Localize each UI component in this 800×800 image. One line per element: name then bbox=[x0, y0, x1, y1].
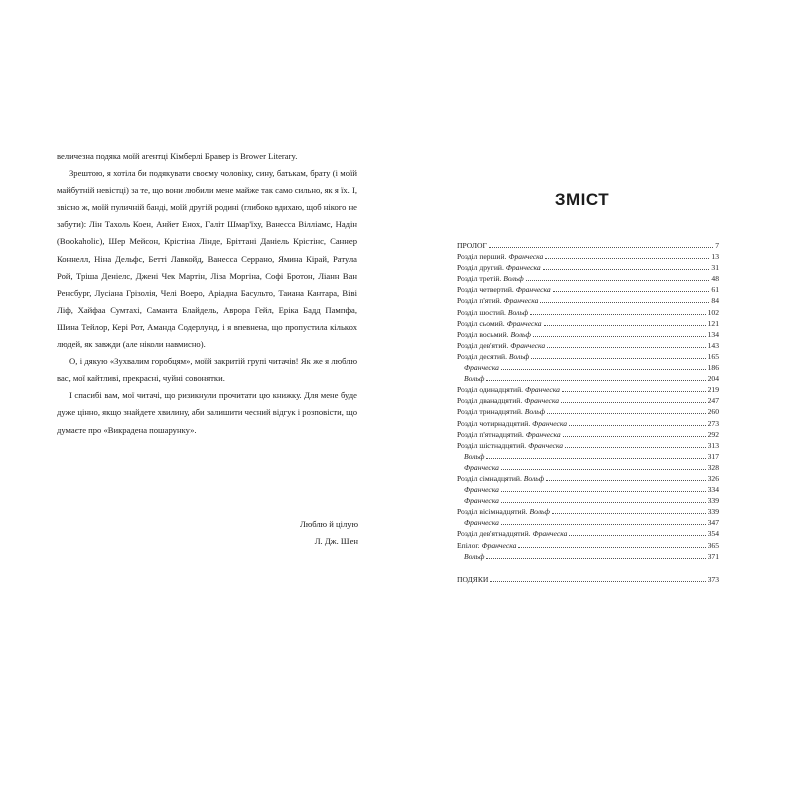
toc-entry-label bbox=[457, 528, 567, 539]
toc-leader-dots bbox=[540, 295, 709, 303]
toc-entry-narrator: Франческа bbox=[503, 296, 539, 306]
toc-entry bbox=[457, 351, 719, 362]
toc-entry-prefix: Розділ шостий. bbox=[457, 307, 506, 317]
toc-entry bbox=[457, 429, 719, 440]
toc-page-number: 102 bbox=[707, 307, 719, 317]
toc-entry bbox=[457, 517, 719, 528]
toc-entry-prefix: Розділ третій. bbox=[457, 274, 502, 284]
ack-paragraph: О, і дякую «Зухвалим горобцям», моїй закритій групі читачів! Як же я люблю вас, мої кайтливі, прекрасні, чуйні совонятки. bbox=[57, 356, 357, 384]
toc-entry bbox=[457, 506, 719, 517]
toc-entry-label bbox=[457, 540, 516, 551]
toc-entry-label bbox=[457, 429, 561, 440]
toc-entry bbox=[457, 484, 719, 495]
toc-leader-dots bbox=[501, 362, 706, 370]
toc-entry-prefix: Розділ другий. bbox=[457, 263, 504, 273]
toc-entry bbox=[457, 251, 719, 262]
toc-entry-narrator: Франческа bbox=[510, 340, 546, 350]
toc-entry-prefix: Епілог. bbox=[457, 540, 480, 550]
toc-page-number: 134 bbox=[707, 329, 719, 339]
toc-leader-dots bbox=[526, 273, 710, 281]
toc-page-number: 313 bbox=[707, 440, 719, 450]
toc-leader-dots bbox=[563, 429, 706, 437]
toc-page-number: 61 bbox=[711, 285, 719, 295]
toc-entry-label bbox=[464, 362, 499, 373]
toc-entry-narrator: Франческа bbox=[464, 518, 499, 528]
toc-entry-prefix: Розділ одинадцятий. bbox=[457, 385, 524, 395]
table-of-contents bbox=[457, 240, 719, 585]
toc-entry-label bbox=[457, 406, 545, 417]
toc-page-number: 347 bbox=[707, 518, 719, 528]
toc-leader-dots bbox=[544, 318, 706, 326]
toc-entry-label bbox=[457, 418, 567, 429]
toc-page-number: 354 bbox=[707, 529, 719, 539]
toc-page-number: 7 bbox=[715, 241, 719, 250]
toc-entry bbox=[457, 395, 719, 406]
toc-leader-dots bbox=[553, 284, 710, 292]
toc-leader-dots bbox=[486, 551, 705, 559]
toc-entry-narrator: Вольф bbox=[523, 473, 545, 483]
toc-entry-label bbox=[457, 395, 559, 406]
author-signature: Л. Дж. Шен bbox=[314, 536, 358, 547]
toc-leader-dots bbox=[569, 528, 705, 536]
toc-entry-narrator: Вольф bbox=[464, 551, 485, 561]
right-page bbox=[400, 0, 800, 800]
toc-leader-dots bbox=[490, 574, 705, 582]
toc-entry-narrator: Франческа bbox=[524, 396, 560, 406]
toc-entry-label bbox=[457, 273, 524, 284]
toc-entry-narrator: Вольф bbox=[529, 507, 550, 517]
toc-entry bbox=[457, 540, 719, 551]
toc-entry-prefix: Розділ перший. bbox=[457, 252, 507, 262]
toc-entry bbox=[457, 273, 719, 284]
toc-entry bbox=[457, 406, 719, 417]
toc-entry-prefix: Розділ четвертий. bbox=[457, 285, 514, 295]
toc-entry bbox=[457, 362, 719, 373]
toc-leader-dots bbox=[547, 406, 705, 414]
acknowledgements-text bbox=[57, 148, 357, 439]
toc-entry-label bbox=[457, 240, 487, 251]
toc-entry-prefix: Розділ вісімнадцятий. bbox=[457, 507, 528, 517]
toc-entry-label bbox=[457, 307, 528, 318]
toc-entry-narrator: Вольф bbox=[507, 307, 529, 317]
toc-page-number: 121 bbox=[707, 318, 719, 328]
toc-page-number: 143 bbox=[707, 340, 719, 350]
toc-entry-thanks bbox=[457, 574, 719, 585]
toc-entry-label bbox=[464, 451, 484, 462]
ack-paragraph: І спасибі вам, мої читачі, що ризикнули прочитати цю книжку. Для мене буде дуже цінно, якщо знайдете хвилину, аби залишити чесний відгук і розповісти, що думаєте про «Викрадена пошарунку». bbox=[57, 390, 357, 435]
toc-entry bbox=[457, 307, 719, 318]
toc-entry-prefix: Розділ дев'ятий. bbox=[457, 340, 509, 350]
toc-page-number: 339 bbox=[707, 496, 719, 506]
toc-entry-prefix: Розділ шістнадцятий. bbox=[457, 440, 527, 450]
toc-entry-label bbox=[464, 484, 499, 495]
toc-entry-prefix: Розділ тринадцятий. bbox=[457, 407, 523, 417]
toc-entry bbox=[457, 462, 719, 473]
toc-page-number: 31 bbox=[711, 263, 719, 273]
toc-leader-dots bbox=[547, 340, 705, 348]
toc-entry bbox=[457, 329, 719, 340]
toc-entry-narrator: Франческа bbox=[505, 263, 541, 273]
toc-entry-narrator: Франческа bbox=[506, 318, 542, 328]
toc-leader-dots bbox=[501, 495, 706, 503]
toc-entry-prefix: Розділ дев'ятнадцятий. bbox=[457, 529, 531, 539]
toc-leader-dots bbox=[533, 329, 706, 337]
toc-page-number: 373 bbox=[707, 574, 719, 584]
toc-leader-dots bbox=[489, 240, 713, 248]
toc-entry-label bbox=[457, 295, 538, 306]
toc-entry-prefix: ПРОЛОГ bbox=[457, 241, 487, 250]
toc-entry-label bbox=[457, 251, 543, 262]
toc-entry bbox=[457, 418, 719, 429]
toc-entry-label bbox=[457, 473, 544, 484]
toc-entry-narrator: Франческа bbox=[464, 363, 499, 373]
toc-entry bbox=[457, 384, 719, 395]
toc-page-number: 328 bbox=[707, 462, 719, 472]
toc-page-number: 260 bbox=[707, 407, 719, 417]
toc-entry-narrator: Франческа bbox=[464, 462, 499, 472]
toc-leader-dots bbox=[561, 395, 706, 403]
toc-entry bbox=[457, 262, 719, 273]
toc-page-number: 339 bbox=[707, 507, 719, 517]
toc-entry-prefix: Розділ восьмий. bbox=[457, 329, 509, 339]
toc-entry-narrator: Вольф bbox=[510, 329, 531, 339]
toc-leader-dots bbox=[530, 307, 705, 315]
toc-leader-dots bbox=[546, 473, 705, 481]
toc-leader-dots bbox=[545, 251, 709, 259]
toc-entry-prefix: Розділ сьомий. bbox=[457, 318, 505, 328]
toc-leader-dots bbox=[569, 418, 706, 426]
toc-leader-dots bbox=[501, 484, 706, 492]
toc-entry-prefix: Розділ сімнадцятий. bbox=[457, 473, 522, 483]
toc-entry bbox=[457, 451, 719, 462]
toc-page-number: 292 bbox=[707, 429, 719, 439]
toc-entry bbox=[457, 340, 719, 351]
toc-entry-narrator: Вольф bbox=[464, 451, 485, 461]
toc-entry bbox=[457, 240, 719, 251]
toc-entry-narrator: Вольф bbox=[464, 374, 485, 384]
toc-leader-dots bbox=[562, 384, 706, 392]
toc-entry-label bbox=[464, 373, 484, 384]
toc-entry bbox=[457, 473, 719, 484]
toc-entry bbox=[457, 495, 719, 506]
toc-entry-label bbox=[464, 517, 499, 528]
toc-title: ЗМІСТ bbox=[554, 190, 610, 209]
toc-page-number: 247 bbox=[707, 396, 719, 406]
ack-paragraph: величезна подяка моїй агентці Кімберлі Бравер із Brower Literary. bbox=[57, 151, 298, 161]
signoff-line: Люблю й цілую bbox=[299, 519, 358, 529]
toc-entry-prefix: Розділ чотирнадцятий. bbox=[457, 418, 531, 428]
toc-page-number: 48 bbox=[711, 274, 719, 284]
toc-leader-dots bbox=[501, 517, 706, 525]
toc-entry-narrator: Франческа bbox=[525, 429, 561, 439]
toc-page-number: 204 bbox=[707, 374, 719, 384]
toc-page-number: 334 bbox=[707, 485, 719, 495]
toc-entry-narrator: Франческа bbox=[481, 540, 517, 550]
toc-leader-dots bbox=[543, 262, 710, 270]
toc-entry-label bbox=[464, 551, 484, 562]
toc-page-number: 326 bbox=[707, 473, 719, 483]
toc-entry-label bbox=[457, 440, 563, 451]
toc-entry-prefix: Розділ п'ятий. bbox=[457, 296, 502, 306]
toc-entry-label bbox=[457, 340, 545, 351]
toc-entry bbox=[457, 373, 719, 384]
toc-leader-dots bbox=[565, 440, 706, 448]
toc-leader-dots bbox=[486, 451, 705, 459]
toc-entry bbox=[457, 295, 719, 306]
toc-entry-narrator: Франческа bbox=[532, 529, 568, 539]
toc-leader-dots bbox=[531, 351, 705, 359]
toc-entry-label bbox=[464, 462, 499, 473]
toc-entry bbox=[457, 284, 719, 295]
toc-entry-narrator: Франческа bbox=[464, 485, 499, 495]
toc-entry-narrator: Франческа bbox=[464, 496, 499, 506]
toc-leader-dots bbox=[552, 506, 706, 514]
toc-entry bbox=[457, 551, 719, 562]
toc-entry bbox=[457, 440, 719, 451]
ack-paragraph: Зрештою, я хотіла би подякувати своєму чоловіку, сину, батькам, брату (і моїй майбутній невістці) за те, що вони любили мене майже так само сильно, як я їх. І, звісно ж, моїй пуличній банді, моїй другій родині (глибоко вдихаю, щоб нікого не забути): Лін Тахоль Коен, Анйет Енох, Галіт Шмар'їху, Ванесса Вілліамс, Надін (Bookaholic), Шер Мейсон, Крістіна Лінде, Бріттані Даніель Крістінс, Саннер Коннелл, Ніна Дельфс, Бетті Лавкойд, Ванесса Серрано, Ямина Кірай, Ратула Рой, Тріша Деніелс, Джені Чек Мартін, Ліза Моргіна, Софі Бротон, Ліанн Ван Ренсбург, Лусіана Грізолія, Челі Воеро, Аріадна Басульто, Таиана Кантара, Віві Ліф, Хайфаа Сумтахі, Саманта Блайдель, Аврора Гейл, Еріка Бадд Пампфа, Шина Тейлор, Кері Рот, Аманда Содерлунд, і я впевнена, що пропустила кількох людей, як завжди (але ніколи навмисно). bbox=[57, 168, 357, 350]
toc-entry-label bbox=[457, 351, 529, 362]
toc-page-number: 186 bbox=[707, 363, 719, 373]
toc-entry-label: ПОДЯКИ bbox=[457, 574, 489, 584]
toc-leader-dots bbox=[501, 462, 706, 470]
toc-entry-prefix: Розділ десятий. bbox=[457, 351, 507, 361]
signoff bbox=[158, 516, 358, 550]
toc-page-number: 273 bbox=[707, 418, 719, 428]
toc-entry-narrator: Вольф bbox=[503, 274, 524, 284]
toc-entry bbox=[457, 528, 719, 539]
toc-leader-dots bbox=[518, 540, 705, 548]
toc-page-number: 317 bbox=[707, 451, 719, 461]
toc-entry-narrator: Франческа bbox=[508, 252, 544, 262]
toc-entry-label bbox=[457, 329, 531, 340]
toc-entry-narrator: Франческа bbox=[524, 385, 560, 395]
toc-entry-label bbox=[457, 384, 560, 395]
toc-entry-prefix: Розділ дванадцятий. bbox=[457, 396, 523, 406]
toc-entry-narrator: Франческа bbox=[528, 440, 564, 450]
toc-page-number: 365 bbox=[707, 540, 719, 550]
toc-entry-label bbox=[457, 318, 542, 329]
toc-entry-label bbox=[457, 506, 550, 517]
toc-entry-label bbox=[457, 284, 551, 295]
toc-page-number: 371 bbox=[707, 551, 719, 561]
toc-entry bbox=[457, 318, 719, 329]
toc-leader-dots bbox=[486, 373, 705, 381]
toc-entry-prefix: Розділ п'ятнадцятий. bbox=[457, 429, 524, 439]
toc-entry-narrator: Вольф bbox=[508, 351, 530, 361]
toc-entry-narrator: Франческа bbox=[515, 285, 551, 295]
toc-page-number: 219 bbox=[707, 385, 719, 395]
toc-entry-label bbox=[457, 262, 541, 273]
toc-entry-narrator: Франческа bbox=[532, 418, 568, 428]
toc-page-number: 84 bbox=[711, 296, 719, 306]
toc-entry-label bbox=[464, 495, 499, 506]
toc-page-number: 165 bbox=[707, 351, 719, 361]
toc-page-number: 13 bbox=[711, 252, 719, 262]
toc-entry-narrator: Вольф bbox=[524, 407, 546, 417]
